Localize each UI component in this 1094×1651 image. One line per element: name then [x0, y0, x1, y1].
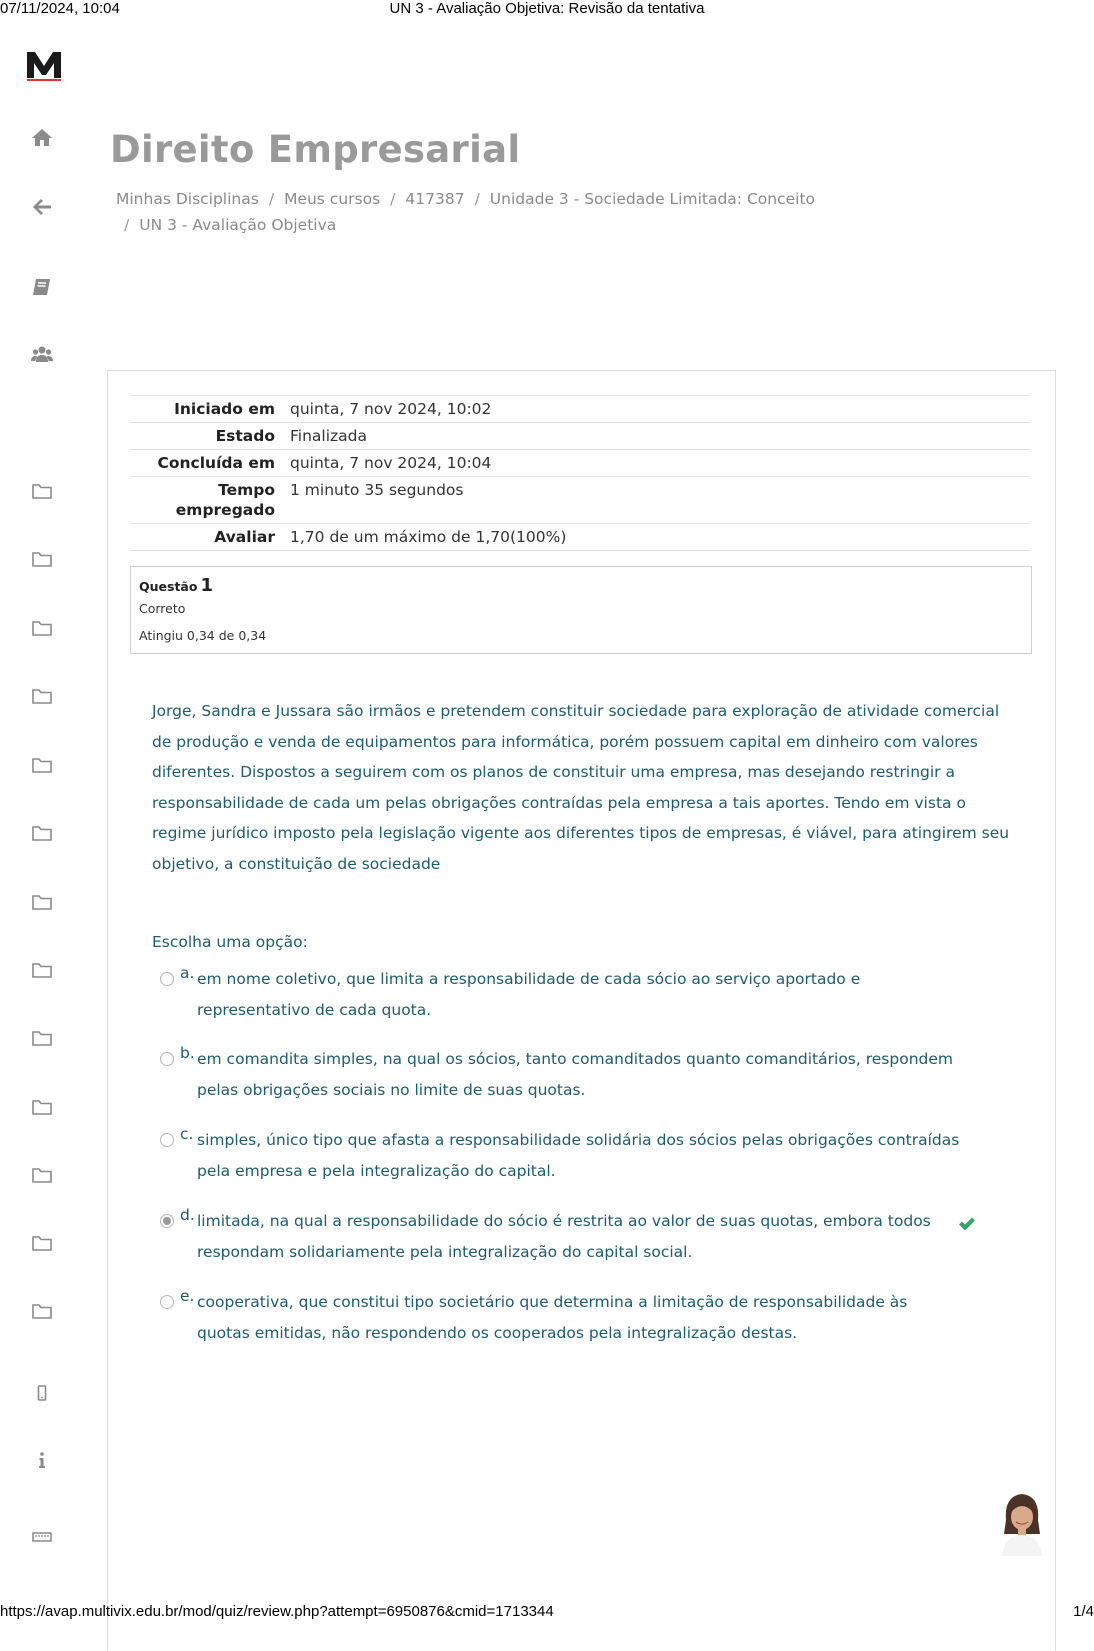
breadcrumb-separator: /: [390, 190, 396, 208]
answer-prompt: Escolha uma opção:: [152, 933, 308, 951]
answer-text: limitada, na qual a responsabilidade do sócio é restrita ao valor de suas quotas, embora todos respondam solidariamente pela integralização do capital social.: [197, 1212, 931, 1261]
question-number-value: 1: [200, 575, 213, 596]
summary-label: Concluída em: [157, 454, 275, 472]
quiz-review-card: [107, 370, 1056, 1651]
breadcrumb-separator: /: [474, 190, 480, 208]
answer-letter: b.: [180, 1044, 195, 1062]
print-title: UN 3 - Avaliação Objetiva: Revisão da tentativa: [389, 0, 705, 17]
sidebar: [0, 30, 85, 1600]
breadcrumb-separator: /: [124, 216, 130, 234]
back-arrow-icon[interactable]: [30, 196, 54, 218]
question-info-box: [130, 566, 1032, 654]
summary-row: [130, 477, 1030, 524]
answer-letter: d.: [180, 1206, 195, 1224]
assistant-avatar[interactable]: [998, 1490, 1046, 1556]
answer-text: simples, único tipo que afasta a responsabilidade solidária dos sócios pelas obrigações contraídas pela empresa e pela integralização do capital.: [197, 1131, 960, 1180]
question-mark: Atingiu 0,34 de 0,34: [139, 628, 267, 643]
mobile-icon[interactable]: [30, 1382, 54, 1404]
summary-value: 1,70 de um máximo de 1,70(100%): [290, 528, 567, 546]
summary-row: [130, 423, 1030, 450]
keyboard-icon[interactable]: [30, 1525, 54, 1547]
summary-label: Iniciado em: [174, 400, 275, 418]
breadcrumb-link[interactable]: UN 3 - Avaliação Objetiva: [139, 216, 337, 234]
summary-value: quinta, 7 nov 2024, 10:02: [290, 400, 492, 418]
summary-label: Estado: [215, 427, 275, 445]
question-label: Questão: [139, 579, 198, 594]
summary-value: Finalizada: [290, 427, 368, 445]
summary-label-line: empregado: [175, 501, 275, 519]
attempt-summary-table: [130, 395, 1030, 551]
print-url: https://avap.multivix.edu.br/mod/quiz/review.php?attempt=6950876&cmid=1713344: [0, 1603, 554, 1620]
print-date: 07/11/2024, 10:04: [0, 0, 120, 17]
folder-icon[interactable]: [30, 480, 54, 502]
answer-text: em nome coletivo, que limita a responsabilidade de cada sócio ao serviço aportado e representativo de cada quota.: [197, 970, 861, 1019]
folder-icon[interactable]: [30, 1027, 54, 1049]
book-icon[interactable]: [30, 276, 54, 298]
answer-text: em comandita simples, na qual os sócios, tanto comanditados quanto comanditários, respondem pelas obrigações sociais no limite de suas quotas.: [197, 1050, 953, 1099]
answer-letter: e.: [180, 1287, 195, 1305]
summary-row: [130, 450, 1030, 477]
breadcrumb-link[interactable]: Unidade 3 - Sociedade Limitada: Conceito: [489, 190, 816, 208]
folder-icon[interactable]: [30, 617, 54, 639]
print-footer: [0, 1603, 1094, 1623]
breadcrumb: [116, 186, 816, 238]
summary-row: [130, 396, 1030, 423]
info-icon[interactable]: [30, 1449, 54, 1471]
folder-icon[interactable]: [30, 1300, 54, 1322]
correct-check-icon: [958, 1216, 976, 1232]
answer-option-e[interactable]: [160, 1287, 960, 1348]
breadcrumb-link[interactable]: Minhas Disciplinas: [116, 190, 259, 208]
summary-label: Avaliar: [214, 528, 275, 546]
summary-label-line: Tempo: [218, 481, 275, 499]
folder-icon[interactable]: [30, 1164, 54, 1186]
question-number: [139, 575, 213, 596]
folder-icon[interactable]: [30, 1232, 54, 1254]
answer-letter: c.: [180, 1125, 194, 1143]
radio-button-selected[interactable]: [160, 1214, 174, 1228]
folder-icon[interactable]: [30, 754, 54, 776]
summary-row: [130, 524, 1030, 551]
summary-label: [130, 477, 290, 524]
logo-icon[interactable]: [25, 48, 63, 82]
answer-option-d[interactable]: [160, 1206, 960, 1267]
folder-icon[interactable]: [30, 685, 54, 707]
question-text: Jorge, Sandra e Jussara são irmãos e pretendem constituir sociedade para exploração de atividade comercial de produção e venda de equipamentos para informática, porém possuem capital em dinheiro com valores diferentes. Dispostos a seguirem com os planos de constituir uma empresa, mas desejando restringir a responsabilidade de cada um pelas obrigações contraídas pela empresa a tais aportes. Tendo em vista o regime jurídico imposto pela legislação vigente aos diferentes tipos de empresas, é viável, para atingirem seu objetivo, a constituição de sociedade: [152, 702, 1010, 873]
print-page-number: 1/4: [1073, 1603, 1094, 1620]
users-icon[interactable]: [30, 343, 54, 365]
page-title: Direito Empresarial: [110, 128, 521, 171]
radio-button[interactable]: [160, 1295, 174, 1309]
answer-option-c[interactable]: [160, 1125, 960, 1186]
summary-value: quinta, 7 nov 2024, 10:04: [290, 454, 492, 472]
answer-option-b[interactable]: [160, 1044, 960, 1105]
folder-icon[interactable]: [30, 891, 54, 913]
question-state: Correto: [139, 601, 186, 616]
home-icon[interactable]: [30, 126, 54, 148]
print-header: [0, 0, 1094, 18]
answer-letter: a.: [180, 964, 195, 982]
folder-icon[interactable]: [30, 959, 54, 981]
folder-icon[interactable]: [30, 822, 54, 844]
radio-button[interactable]: [160, 1133, 174, 1147]
breadcrumb-link[interactable]: Meus cursos: [284, 190, 381, 208]
folder-icon[interactable]: [30, 548, 54, 570]
breadcrumb-separator: /: [268, 190, 275, 208]
answer-option-a[interactable]: [160, 964, 960, 1025]
radio-button[interactable]: [160, 972, 174, 986]
breadcrumb-link[interactable]: 417387: [405, 190, 465, 208]
folder-icon[interactable]: [30, 1096, 54, 1118]
radio-button[interactable]: [160, 1052, 174, 1066]
summary-value: 1 minuto 35 segundos: [290, 481, 464, 499]
answer-text: cooperativa, que constitui tipo societário que determina a limitação de responsabilidade às quotas emitidas, não respondendo os cooperados pela integralização destas.: [197, 1293, 908, 1342]
